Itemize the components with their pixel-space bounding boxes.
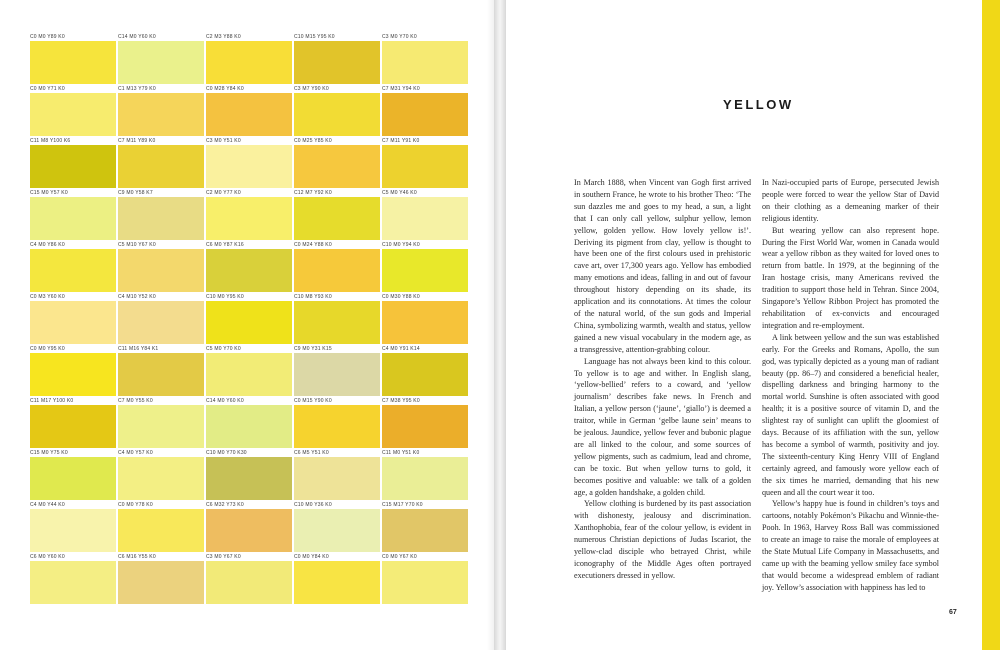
swatch-label: C0 M3 Y60 K0 <box>30 294 65 300</box>
page-number: 67 <box>949 609 957 616</box>
swatch-cell <box>294 137 380 189</box>
color-swatch <box>206 353 292 396</box>
swatch-cell <box>30 293 116 345</box>
swatch-cell <box>206 553 292 605</box>
color-swatch <box>294 197 380 240</box>
swatch-cell <box>206 241 292 293</box>
color-swatch <box>294 561 380 604</box>
color-swatch <box>118 457 204 500</box>
swatch-label: C3 M7 Y90 K0 <box>294 86 329 92</box>
swatch-cell <box>30 345 116 397</box>
swatch-cell <box>206 397 292 449</box>
swatch-label: C7 M0 Y55 K0 <box>118 398 153 404</box>
color-swatch <box>382 353 468 396</box>
swatch-cell <box>30 553 116 605</box>
swatch-label: C3 M0 Y67 K0 <box>206 554 241 560</box>
swatch-cell <box>382 553 468 605</box>
swatch-label: C2 M0 Y77 K0 <box>206 190 241 196</box>
color-swatch <box>118 561 204 604</box>
color-swatch <box>206 561 292 604</box>
swatch-cell <box>118 449 204 501</box>
color-swatch <box>206 457 292 500</box>
swatch-cell <box>30 137 116 189</box>
color-swatch <box>294 353 380 396</box>
color-swatch <box>382 145 468 188</box>
swatch-cell <box>118 33 204 85</box>
color-swatch <box>30 41 116 84</box>
color-swatch <box>118 249 204 292</box>
color-swatch <box>206 249 292 292</box>
swatch-label: C15 M0 Y75 K0 <box>30 450 68 456</box>
color-swatch <box>294 301 380 344</box>
right-page <box>506 0 1000 650</box>
swatch-cell <box>294 189 380 241</box>
swatch-cell <box>294 33 380 85</box>
color-swatch <box>294 41 380 84</box>
swatch-label: C0 M0 Y89 K0 <box>30 34 65 40</box>
swatch-label: C4 M10 Y52 K0 <box>118 294 156 300</box>
color-swatch <box>294 457 380 500</box>
color-swatch <box>30 145 116 188</box>
color-swatch <box>118 41 204 84</box>
swatch-cell <box>206 33 292 85</box>
swatch-label: C10 M8 Y93 K0 <box>294 294 332 300</box>
swatch-cell <box>382 293 468 345</box>
swatch-label: C0 M24 Y88 K0 <box>294 242 332 248</box>
swatch-cell <box>118 501 204 553</box>
color-swatch <box>382 405 468 448</box>
swatch-label: C15 M17 Y70 K0 <box>382 502 423 508</box>
page-spine-shadow <box>487 0 494 650</box>
swatch-label: C6 M5 Y51 K0 <box>294 450 329 456</box>
color-swatch <box>30 249 116 292</box>
swatch-label: C11 M17 Y100 K0 <box>30 398 74 404</box>
swatch-label: C1 M13 Y79 K0 <box>118 86 156 92</box>
color-swatch <box>30 93 116 136</box>
swatch-cell <box>294 241 380 293</box>
color-swatch <box>294 249 380 292</box>
color-swatch <box>206 93 292 136</box>
color-swatch <box>118 93 204 136</box>
swatch-label: C7 M11 Y89 K0 <box>118 138 156 144</box>
color-swatch <box>30 353 116 396</box>
swatch-label: C0 M0 Y67 K0 <box>382 554 417 560</box>
swatch-label: C10 M0 Y36 K0 <box>294 502 332 508</box>
swatch-cell <box>294 501 380 553</box>
swatch-cell <box>382 501 468 553</box>
color-swatch <box>118 197 204 240</box>
swatch-cell <box>30 189 116 241</box>
color-swatch-grid <box>30 33 460 606</box>
swatch-label: C7 M11 Y91 K0 <box>382 138 420 144</box>
text-column-right <box>762 177 939 594</box>
color-swatch <box>30 405 116 448</box>
swatch-cell <box>206 501 292 553</box>
swatch-label: C0 M0 Y84 K0 <box>294 554 329 560</box>
color-swatch <box>382 41 468 84</box>
swatch-label: C14 M0 Y60 K0 <box>118 34 156 40</box>
color-swatch <box>118 405 204 448</box>
body-paragraph: In March 1888, when Vincent van Gogh first arrived in southern France, he wrote to his brother Theo: ‘The sun dazzles me and goes to my head, a sun, a light that I can only call yellow, sulphur yellow, lemon yellow, golden yellow. How lovely yellow is!’. Deriving its pigment from clay, yellow is thought to have been one of the first colours used in prehistoric cave art, over 17,300 years ago. Yellow has embodied many emotions and ideas, falling in and out of favour throughout history depending on its shade, its application and its connotations. At times the colour of the natural world, of the sun gods and Imperial China, symbolizing warmth, wealth and status, yellow gained a new visual vocabulary in the modern age, as a transgressive, attention-grabbing colour. <box>574 178 751 354</box>
swatch-cell <box>30 397 116 449</box>
body-paragraph: Language has not always been kind to this colour. To yellow is to age and wither. In English slang, ‘yellow-bellied’ refers to a coward, and ‘yellow journalism’ describes fake news. In French and Italian, a yellow person (‘jaune’, ‘giallo’) is deemed a traitor, while in German ‘gelbe laune sein’ means to be jealous. Jaundice, yellow fever and bubonic plague are all linked to the colour, and some sources of yellow pigments, such as cadmium, lead and chrome, can be toxic. But when yellow turns to gold, it becomes positive and valuable: we talk of a golden age, a golden handshake, a golden child. <box>574 356 751 497</box>
swatch-label: C5 M0 Y70 K0 <box>206 346 241 352</box>
swatch-label: C14 M0 Y60 K0 <box>206 398 244 404</box>
color-swatch <box>206 41 292 84</box>
color-swatch <box>294 93 380 136</box>
swatch-label: C7 M31 Y94 K0 <box>382 86 420 92</box>
swatch-label: C0 M25 Y85 K0 <box>294 138 332 144</box>
swatch-cell <box>30 33 116 85</box>
swatch-label: C0 M30 Y88 K0 <box>382 294 420 300</box>
swatch-cell <box>30 501 116 553</box>
color-swatch <box>30 457 116 500</box>
color-swatch <box>382 197 468 240</box>
color-swatch <box>118 353 204 396</box>
swatch-cell <box>382 85 468 137</box>
color-swatch <box>206 145 292 188</box>
color-swatch <box>30 197 116 240</box>
body-paragraph: Yellow clothing is burdened by its past association with dishonesty, jealousy and discrimination. Xanthophobia, fear of the colour yellow, is evident in numerous Christian depictions of Judas Iscariot, the yellow-clad disciple who betrayed Christ, while iconography of the Middle Ages often portrayed executioners dressed in yellow. <box>574 499 751 580</box>
swatch-cell <box>118 397 204 449</box>
color-swatch <box>206 405 292 448</box>
swatch-label: C12 M7 Y92 K0 <box>294 190 332 196</box>
swatch-cell <box>294 553 380 605</box>
color-swatch <box>206 301 292 344</box>
swatch-cell <box>118 553 204 605</box>
color-swatch <box>382 561 468 604</box>
swatch-label: C6 M32 Y73 K0 <box>206 502 244 508</box>
left-page <box>0 0 494 650</box>
swatch-label: C11 M8 Y100 K6 <box>30 138 71 144</box>
swatch-cell <box>206 85 292 137</box>
color-swatch <box>30 561 116 604</box>
color-swatch <box>118 509 204 552</box>
swatch-cell <box>294 397 380 449</box>
swatch-cell <box>294 345 380 397</box>
swatch-label: C9 M0 Y31 K15 <box>294 346 332 352</box>
color-swatch <box>30 509 116 552</box>
chapter-title: YELLOW <box>723 97 794 112</box>
swatch-label: C0 M0 Y78 K0 <box>118 502 153 508</box>
color-swatch <box>382 301 468 344</box>
swatch-cell <box>206 137 292 189</box>
color-swatch <box>382 457 468 500</box>
swatch-label: C0 M15 Y90 K0 <box>294 398 332 404</box>
swatch-cell <box>30 241 116 293</box>
swatch-label: C4 M0 Y44 K0 <box>30 502 65 508</box>
swatch-label: C15 M0 Y57 K0 <box>30 190 68 196</box>
color-swatch <box>382 249 468 292</box>
swatch-cell <box>206 293 292 345</box>
swatch-cell <box>382 449 468 501</box>
swatch-cell <box>118 241 204 293</box>
color-swatch <box>294 509 380 552</box>
swatch-label: C2 M3 Y88 K0 <box>206 34 241 40</box>
swatch-label: C10 M0 Y94 K0 <box>382 242 420 248</box>
text-column-left <box>574 177 751 582</box>
swatch-cell <box>382 33 468 85</box>
body-paragraph: Yellow’s happy hue is found in children’s toys and cartoons, notably Pokémon’s Pikachu and Winnie-the-Pooh. In 1963, Harvey Ross Ball was commissioned to create an image to raise the morale of employees at the State Mutual Life Company in Massachusetts, and came up with the beaming yellow smiley face symbol that would become a widespread emblem of radiant joy. Yellow’s association with happiness has led to <box>762 499 939 592</box>
swatch-cell <box>382 137 468 189</box>
swatch-cell <box>206 345 292 397</box>
swatch-cell <box>294 85 380 137</box>
swatch-label: C10 M0 Y95 K0 <box>206 294 244 300</box>
swatch-cell <box>118 345 204 397</box>
swatch-label: C6 M0 Y60 K0 <box>30 554 65 560</box>
swatch-label: C4 M0 Y57 K0 <box>118 450 153 456</box>
color-swatch <box>382 509 468 552</box>
swatch-label: C4 M0 Y91 K14 <box>382 346 420 352</box>
swatch-cell <box>118 137 204 189</box>
swatch-label: C5 M10 Y67 K0 <box>118 242 156 248</box>
swatch-label: C7 M38 Y95 K0 <box>382 398 420 404</box>
color-swatch <box>206 509 292 552</box>
color-swatch <box>206 197 292 240</box>
swatch-cell <box>118 189 204 241</box>
swatch-label: C4 M0 Y86 K0 <box>30 242 65 248</box>
swatch-label: C10 M15 Y95 K0 <box>294 34 335 40</box>
swatch-label: C3 M0 Y51 K0 <box>206 138 241 144</box>
body-paragraph: In Nazi-occupied parts of Europe, persecuted Jewish people were forced to wear the yellow Star of David on their clothing as a demeaning marker of their religious identity. <box>762 178 939 223</box>
color-swatch <box>382 93 468 136</box>
swatch-label: C6 M16 Y55 K0 <box>118 554 156 560</box>
swatch-cell <box>206 449 292 501</box>
swatch-label: C11 M16 Y84 K1 <box>118 346 159 352</box>
swatch-cell <box>294 449 380 501</box>
swatch-cell <box>206 189 292 241</box>
swatch-cell <box>30 85 116 137</box>
swatch-label: C9 M0 Y58 K7 <box>118 190 153 196</box>
swatch-cell <box>382 241 468 293</box>
color-swatch <box>118 145 204 188</box>
swatch-label: C5 M0 Y46 K0 <box>382 190 417 196</box>
swatch-label: C0 M28 Y84 K0 <box>206 86 244 92</box>
swatch-cell <box>294 293 380 345</box>
color-swatch <box>118 301 204 344</box>
color-swatch <box>294 405 380 448</box>
book-gutter <box>494 0 506 650</box>
swatch-cell <box>382 345 468 397</box>
body-paragraph: A link between yellow and the sun was established early. For the Greeks and Romans, Apollo, the sun god, was typically depicted as a young man of radiant beauty (pp. 86–7) and considered a beneficial healer, dispelling darkness and bringing harmony to the mortal world. Sunshine is often associated with good health; it is a positive source of vitamin D, and the slightest ray of sunlight can uplift the gloomiest of days. Because of its affiliation with the sun, yellow has become a symbol of warmth, positivity and joy. The sixteenth-century King Henry VIII of England certainly agreed, and famously wore yellow each of the six times he married, demanding that his new queen and all the court wear it too. <box>762 332 939 497</box>
swatch-cell <box>382 189 468 241</box>
swatch-label: C3 M0 Y70 K0 <box>382 34 417 40</box>
color-swatch <box>294 145 380 188</box>
swatch-label: C10 M0 Y70 K30 <box>206 450 247 456</box>
body-paragraph: But wearing yellow can also represent hope. During the First World War, women in Canada would wear a yellow ribbon as they waited for loved ones to return from battle. In 1979, at the beginning of the Iran hostage crisis, many Americans revived the tradition to support those held in Tehran. Since 2004, Singapore’s Yellow Ribbon Project has promoted the rehabilitation of ex-convicts and encouraged integration and re-employment. <box>762 225 939 330</box>
swatch-cell <box>118 85 204 137</box>
swatch-label: C0 M0 Y71 K0 <box>30 86 65 92</box>
swatch-cell <box>382 397 468 449</box>
swatch-cell <box>30 449 116 501</box>
yellow-edge-band <box>982 0 1000 650</box>
color-swatch <box>30 301 116 344</box>
swatch-label: C6 M0 Y87 K16 <box>206 242 244 248</box>
swatch-label: C11 M0 Y51 K0 <box>382 450 420 456</box>
swatch-cell <box>118 293 204 345</box>
swatch-label: C0 M0 Y95 K0 <box>30 346 65 352</box>
